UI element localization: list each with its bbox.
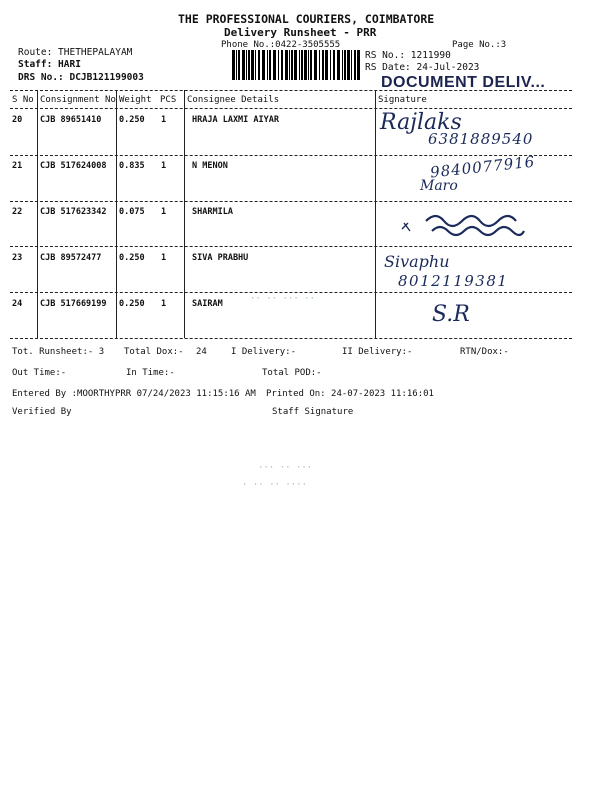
barcode-bar: [351, 50, 352, 80]
header-weight: Weight: [119, 95, 152, 105]
faint-stamp-residue: ·· ·· ··· ··: [250, 294, 316, 304]
barcode-bar: [301, 50, 303, 80]
row-divider: [10, 246, 572, 247]
rtn-dox: RTN/Dox:-: [460, 347, 509, 357]
barcode-bar: [337, 50, 340, 80]
barcode-bar: [319, 50, 320, 80]
row-consignment: CJB 89572477: [40, 253, 102, 263]
in-time: In Time:-: [126, 368, 175, 378]
row-weight: 0.250: [119, 253, 145, 263]
barcode-bar: [325, 50, 328, 80]
barcode-bar: [347, 50, 350, 80]
row-consignee: N MENON: [192, 161, 228, 171]
faint-stamp-residue: ··· ·· ···: [258, 463, 313, 473]
barcode-bar: [232, 50, 235, 80]
signature-mark: Rajlaks: [380, 110, 462, 135]
ii-delivery: II Delivery:-: [342, 347, 413, 357]
barcode-bar: [278, 50, 279, 80]
barcode-bar: [299, 50, 300, 80]
barcode-bar: [248, 50, 250, 80]
printed-on: Printed On: 24-07-2023 11:16:01: [266, 389, 434, 399]
phone-number: Phone No.:0422-3505555: [221, 40, 341, 50]
row-weight: 0.835: [119, 161, 145, 171]
barcode-bar: [294, 50, 297, 80]
total-dox-value: 24: [196, 347, 207, 357]
barcode-bar: [333, 50, 335, 80]
barcode-bar: [267, 50, 268, 80]
row-consignment: CJB 517623342: [40, 207, 107, 217]
faint-stamp-residue: · ·· ·· ····: [242, 480, 308, 490]
total-dox-label: Total Dox:-: [124, 347, 184, 357]
barcode-bar: [258, 50, 260, 80]
header-signature: Signature: [378, 95, 427, 105]
row-sno: 21: [12, 161, 23, 171]
row-consignee: HRAJA LAXMI AIYAR: [192, 115, 279, 125]
row-sno: 20: [12, 115, 23, 125]
barcode-bar: [238, 50, 240, 80]
document-delivered-stamp: DOCUMENT DELIV...: [381, 74, 546, 91]
drs-number: DRS No.: DCJB121199003: [18, 72, 144, 83]
barcode-bar: [269, 50, 271, 80]
row-pcs: 1: [161, 299, 167, 309]
row-pcs: 1: [161, 253, 167, 263]
entered-by: Entered By :MOORTHYPRR 07/24/2023 11:15:16 AM: [12, 389, 256, 399]
total-pod: Total POD:-: [262, 368, 322, 378]
row-weight: 0.250: [119, 299, 145, 309]
signature-phone: 8012119381: [398, 272, 509, 290]
out-time: Out Time:-: [12, 368, 67, 378]
row-consignment: CJB 517624008: [40, 161, 107, 171]
row-pcs: 1: [161, 207, 167, 217]
header-pcs: PCS: [160, 95, 177, 105]
barcode-bar: [308, 50, 309, 80]
row-sno: 23: [12, 253, 23, 263]
table-top-rule: [10, 90, 572, 91]
barcode-bar: [285, 50, 288, 80]
barcode-bar: [330, 50, 331, 80]
barcode-bar: [273, 50, 276, 80]
scribbled-signature: [400, 207, 550, 243]
barcode-bar: [304, 50, 307, 80]
barcode-bar: [262, 50, 265, 80]
page-number: Page No.:3: [452, 40, 507, 50]
column-divider: [116, 90, 117, 338]
column-divider: [37, 90, 38, 338]
signature-mark: Maro: [420, 178, 458, 194]
route-label: Route: THETHEPALAYAM: [18, 47, 133, 58]
row-sno: 22: [12, 207, 23, 217]
barcode-bar: [342, 50, 343, 80]
barcode-bar: [357, 50, 360, 80]
header-consignee: Consignee Details: [187, 95, 280, 105]
column-divider: [375, 90, 376, 338]
row-consignment: CJB 89651410: [40, 115, 102, 125]
barcode-bar: [255, 50, 256, 80]
header-consignment: Consignment No: [40, 95, 116, 105]
company-name: THE PROFESSIONAL COURIERS, COIMBATORE: [178, 12, 435, 26]
barcode-bar: [281, 50, 283, 80]
signature-phone: 9840077916: [429, 152, 537, 182]
barcode-bar: [344, 50, 346, 80]
header-sno: S No: [12, 95, 34, 105]
barcode: [232, 50, 360, 80]
row-divider: [10, 155, 572, 156]
row-consignee: SAIRAM: [192, 299, 223, 309]
row-consignee: SHARMILA: [192, 207, 233, 217]
verified-by: Verified By: [12, 407, 72, 417]
signature-mark: Sivaphu: [384, 252, 450, 271]
barcode-bar: [314, 50, 317, 80]
row-divider: [10, 292, 572, 293]
row-weight: 0.075: [119, 207, 145, 217]
rs-number: RS No.: 1211990: [365, 50, 451, 61]
runsheet-title: Delivery Runsheet - PRR: [224, 26, 377, 39]
staff-signature-label: Staff Signature: [272, 407, 354, 417]
row-consignee: SIVA PRABHU: [192, 253, 249, 263]
row-pcs: 1: [161, 161, 167, 171]
row-sno: 24: [12, 299, 23, 309]
signature-mark: S.R: [432, 302, 470, 327]
column-divider: [184, 90, 185, 338]
barcode-bar: [251, 50, 254, 80]
i-delivery: I Delivery:-: [231, 347, 297, 357]
tot-runsheet: Tot. Runsheet:- 3: [12, 347, 105, 357]
staff-label: Staff: HARI: [18, 59, 81, 70]
row-weight: 0.250: [119, 115, 145, 125]
table-header-rule: [10, 108, 572, 109]
rs-date: RS Date: 24-Jul-2023: [365, 62, 480, 73]
barcode-bar: [236, 50, 237, 80]
row-pcs: 1: [161, 115, 167, 125]
barcode-bar: [322, 50, 324, 80]
row-consignment: CJB 517669199: [40, 299, 107, 309]
barcode-bar: [242, 50, 245, 80]
barcode-bar: [289, 50, 290, 80]
barcode-bar: [354, 50, 356, 80]
row-divider: [10, 201, 572, 202]
table-bottom-rule: [10, 338, 572, 339]
barcode-bar: [291, 50, 293, 80]
barcode-bar: [246, 50, 247, 80]
barcode-bar: [310, 50, 312, 80]
signature-phone: 6381889540: [428, 130, 534, 148]
